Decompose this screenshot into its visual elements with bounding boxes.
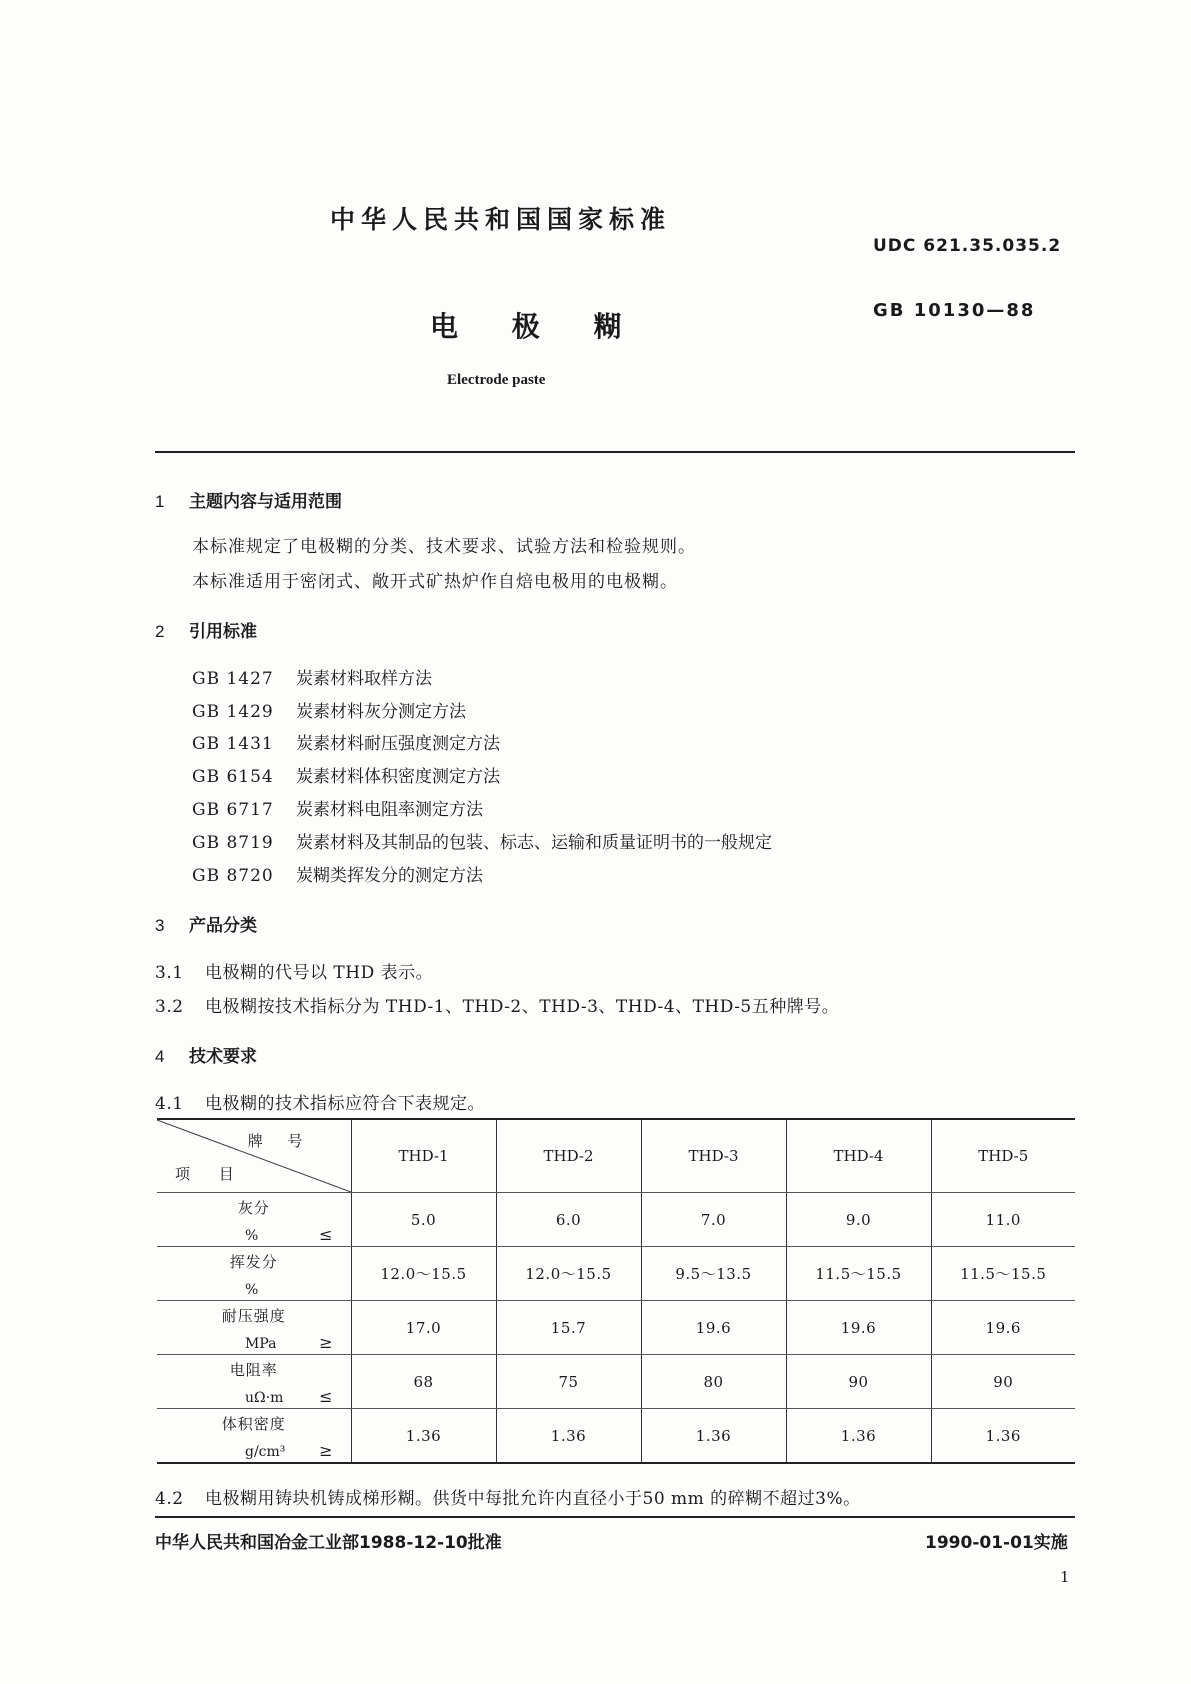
document-subtitle-en: Electrode paste [447,372,546,388]
clause-text: 电极糊按技术指标分为 THD-1、THD-2、THD-3、THD-4、THD-5五种牌号。 [205,997,840,1017]
item-name: 灰分 [237,1199,270,1217]
value-cell: 68 [351,1355,496,1409]
grade-header: THD-3 [641,1119,786,1193]
clause-number: 4.2 [155,1489,184,1509]
table-header-row [157,1119,1075,1193]
item-name: 耐压强度 [221,1307,286,1325]
section-number: 1 [155,492,165,511]
header-divider [155,451,1075,453]
reference-item [192,795,483,820]
value-cell: 6.0 [496,1193,641,1247]
implementation-date: 1990-01-01实施 [925,1533,1068,1553]
gb-number: GB 10130—88 [873,300,1036,321]
grade-header: THD-5 [931,1119,1075,1193]
table-row [157,1409,1075,1464]
item-cell [157,1355,351,1409]
section-3-heading [155,911,257,936]
section-number: 2 [155,622,165,641]
limit-symbol: ≥ [319,1441,333,1460]
national-standard-heading: 中华人民共和国国家标准 [330,205,672,234]
value-cell: 15.7 [496,1301,641,1355]
reference-name: 炭素材料电阻率测定方法 [296,800,483,820]
table-row [157,1301,1075,1355]
item-unit: MPa [245,1336,277,1352]
document-title: 电 极 糊 [430,310,644,343]
value-cell: 11.5～15.5 [931,1247,1075,1301]
value-cell: 90 [786,1355,931,1409]
clause-text: 电极糊用铸块机铸成梯形糊。供货中每批允许内直径小于50 mm 的碎糊不超过3%。 [205,1489,861,1509]
item-unit: % [245,1282,259,1298]
reference-code: GB 1431 [192,734,274,754]
reference-name: 炭素材料灰分测定方法 [296,702,466,722]
section-number: 3 [155,916,165,935]
item-cell [157,1193,351,1247]
reference-name: 炭糊类挥发分的测定方法 [296,866,483,886]
reference-code: GB 8720 [192,866,274,886]
clause-text: 电极糊的代号以 THD 表示。 [205,963,434,983]
section-4-heading [155,1042,257,1067]
item-name: 电阻率 [229,1361,278,1379]
clause-number: 3.1 [155,963,184,983]
reference-code: GB 1429 [192,702,274,722]
grade-header: THD-2 [496,1119,641,1193]
limit-symbol: ≤ [319,1225,333,1244]
approval-line: 中华人民共和国冶金工业部1988-12-10批准 [155,1533,502,1553]
table-corner-cell [157,1119,351,1193]
section-title: 技术要求 [189,1047,257,1067]
reference-name: 炭素材料及其制品的包装、标志、运输和质量证明书的一般规定 [296,833,772,853]
reference-code: GB 6717 [192,800,274,820]
item-unit: % [245,1228,259,1244]
clause-3-2 [155,992,839,1017]
table-row [157,1247,1075,1301]
item-cell [157,1409,351,1464]
value-cell: 7.0 [641,1193,786,1247]
grade-header: THD-4 [786,1119,931,1193]
clause-text: 电极糊的技术指标应符合下表规定。 [205,1094,485,1114]
technical-spec-table [157,1118,1075,1464]
limit-symbol: ≥ [319,1333,333,1352]
value-cell: 9.5～13.5 [641,1247,786,1301]
value-cell: 1.36 [351,1409,496,1464]
item-cell [157,1301,351,1355]
section-number: 4 [155,1047,165,1066]
section-1-heading [155,487,342,512]
section-title: 主题内容与适用范围 [189,492,342,512]
section-2-heading [155,617,257,642]
paragraph: 本标准规定了电极糊的分类、技术要求、试验方法和检验规则。 [192,537,696,557]
value-cell: 1.36 [931,1409,1075,1464]
paragraph: 本标准适用于密闭式、敞开式矿热炉作自焙电极用的电极糊。 [192,572,678,592]
grade-header: THD-1 [351,1119,496,1193]
value-cell: 80 [641,1355,786,1409]
section-title: 产品分类 [189,916,257,936]
reference-name: 炭素材料取样方法 [296,669,432,689]
table-row [157,1355,1075,1409]
value-cell: 17.0 [351,1301,496,1355]
reference-item [192,828,772,853]
value-cell: 19.6 [931,1301,1075,1355]
value-cell: 5.0 [351,1193,496,1247]
footer-divider [155,1516,1075,1518]
value-cell: 90 [931,1355,1075,1409]
item-name: 挥发分 [229,1253,278,1271]
table-row [157,1193,1075,1247]
reference-name: 炭素材料耐压强度测定方法 [296,734,500,754]
reference-item [192,664,432,689]
reference-item [192,697,466,722]
value-cell: 1.36 [496,1409,641,1464]
clause-4-1 [155,1089,485,1114]
reference-code: GB 6154 [192,767,274,787]
value-cell: 19.6 [641,1301,786,1355]
item-name: 体积密度 [221,1415,286,1433]
section-title: 引用标准 [189,622,257,642]
value-cell: 1.36 [786,1409,931,1464]
reference-item [192,861,483,886]
item-cell [157,1247,351,1301]
reference-code: GB 1427 [192,669,274,689]
value-cell: 12.0～15.5 [351,1247,496,1301]
value-cell: 75 [496,1355,641,1409]
value-cell: 19.6 [786,1301,931,1355]
value-cell: 1.36 [641,1409,786,1464]
clause-4-2 [155,1484,861,1509]
reference-code: GB 8719 [192,833,274,853]
value-cell: 11.0 [931,1193,1075,1247]
value-cell: 12.0～15.5 [496,1247,641,1301]
corner-grade-label: 牌 号 [247,1132,313,1150]
item-unit: g/cm³ [245,1444,286,1460]
reference-name: 炭素材料体积密度测定方法 [296,767,500,787]
reference-item [192,762,500,787]
clause-number: 3.2 [155,997,184,1017]
corner-item-label: 项 目 [175,1165,246,1183]
item-unit: uΩ·m [245,1390,284,1406]
value-cell: 9.0 [786,1193,931,1247]
clause-number: 4.1 [155,1094,184,1114]
reference-item [192,729,500,754]
value-cell: 11.5～15.5 [786,1247,931,1301]
limit-symbol: ≤ [319,1387,333,1406]
udc-code: UDC 621.35.035.2 [873,236,1062,256]
clause-3-1 [155,958,433,983]
page-number: 1 [1060,1568,1070,1586]
